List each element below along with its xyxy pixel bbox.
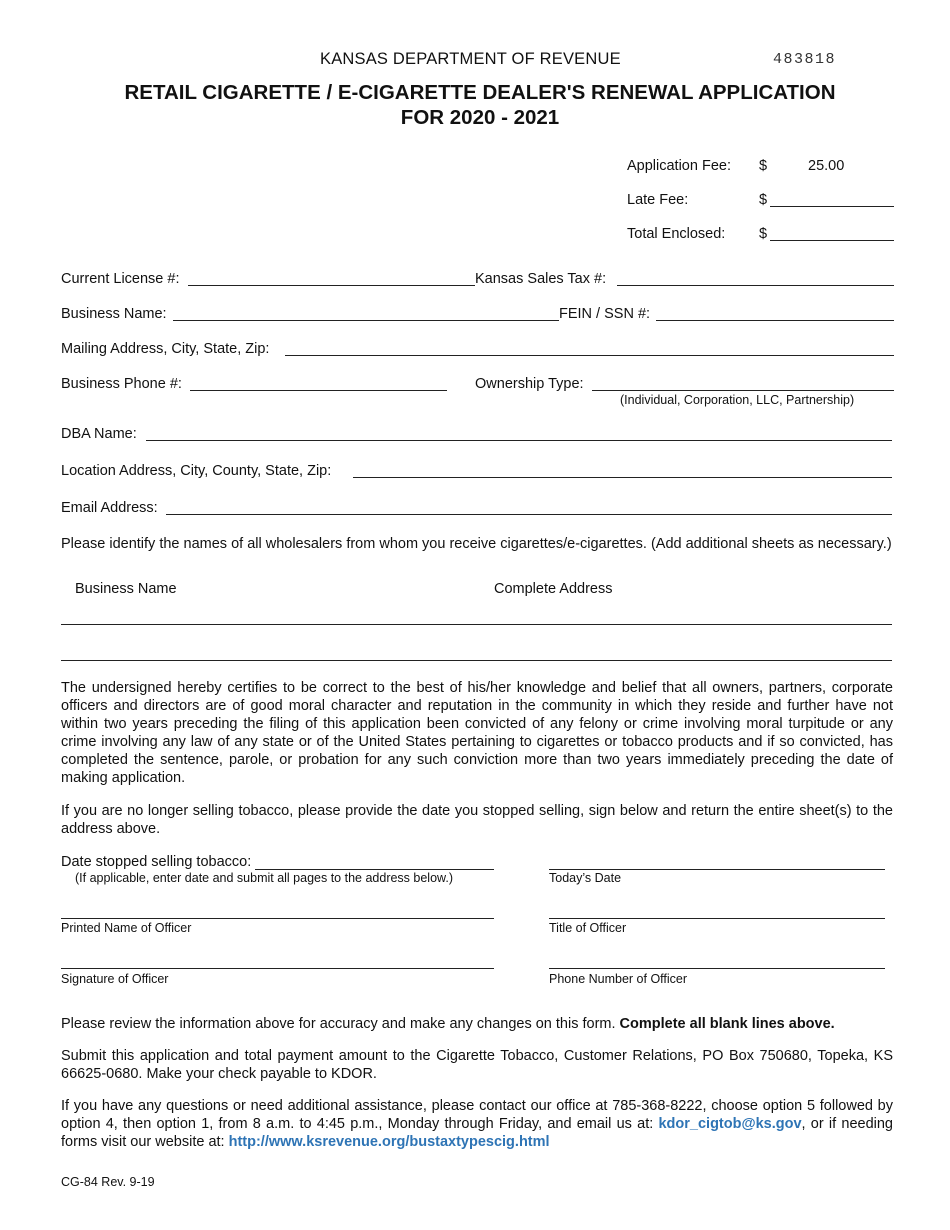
- dba-name-label: DBA Name:: [61, 426, 137, 442]
- wholesalers-instruction: Please identify the names of all wholesalers from whom you receive cigarettes/e-cigarettes. (Add additional sheets as necessary.): [61, 536, 892, 552]
- todays-date-field[interactable]: [549, 869, 885, 870]
- signature-field[interactable]: [61, 968, 494, 969]
- location-address-label: Location Address, City, County, State, Zip:: [61, 463, 332, 479]
- kansas-sales-tax-label: Kansas Sales Tax #:: [475, 271, 607, 287]
- business-name-field[interactable]: [173, 320, 559, 321]
- kansas-sales-tax-field[interactable]: [617, 285, 894, 286]
- current-license-field[interactable]: [188, 285, 475, 286]
- title-of-officer-field[interactable]: [549, 918, 885, 919]
- submit-instructions: Submit this application and total payment amount to the Cigarette Tobacco, Customer Relations, PO Box 750680, Topeka, KS 66625-0680. Make your check payable to KDOR.: [61, 1048, 893, 1082]
- review-notice: [61, 1015, 893, 1033]
- website-link[interactable]: http://www.ksrevenue.org/bustaxtypescig.html: [228, 1134, 550, 1150]
- review-bold: Complete all blank lines above.: [619, 1016, 835, 1032]
- business-phone-field[interactable]: [190, 390, 447, 391]
- printed-name-field[interactable]: [61, 918, 494, 919]
- location-address-field[interactable]: [353, 477, 892, 478]
- contact-text-2: , or if needing forms visit our website at:: [61, 1116, 893, 1150]
- form-number: 483818: [773, 51, 837, 68]
- form-subtitle: FOR 2020 - 2021: [400, 106, 560, 129]
- contact-text-1: If you have any questions or need additional assistance, please contact our office at 785-368-8222, choose option 5 followed by option 4, then option 1, from 8 a.m. to 4:45 p.m., Monday through Friday, and email us at:: [61, 1098, 893, 1132]
- department-name: KANSAS DEPARTMENT OF REVENUE: [320, 50, 621, 68]
- dba-name-field[interactable]: [146, 440, 892, 441]
- stopped-selling-note: If you are no longer selling tobacco, please provide the date you stopped selling, sign below and return the entire sheet(s) to the address above.: [61, 803, 893, 837]
- late-fee-currency: $: [759, 192, 768, 208]
- fein-ssn-label: FEIN / SSN #:: [559, 306, 651, 322]
- email-address-field[interactable]: [166, 514, 892, 515]
- email-address-label: Email Address:: [61, 500, 158, 516]
- total-enclosed-label: Total Enclosed:: [627, 226, 726, 242]
- wholesaler-entry-line-1[interactable]: [61, 624, 892, 625]
- business-phone-label: Business Phone #:: [61, 376, 182, 392]
- mailing-address-label: Mailing Address, City, State, Zip:: [61, 341, 270, 357]
- contact-info: [61, 1097, 893, 1151]
- current-license-label: Current License #:: [61, 271, 180, 287]
- review-text: Please review the information above for accuracy and make any changes on this form.: [61, 1016, 620, 1032]
- business-name-label: Business Name:: [61, 306, 167, 322]
- title-of-officer-label: Title of Officer: [549, 921, 627, 935]
- form-revision: CG-84 Rev. 9-19: [61, 1175, 155, 1189]
- ownership-type-field[interactable]: [592, 390, 894, 391]
- fein-ssn-field[interactable]: [656, 320, 894, 321]
- date-stopped-field[interactable]: [255, 869, 494, 870]
- wholesaler-address-header: Complete Address: [494, 581, 613, 597]
- application-fee-currency: $: [759, 158, 768, 174]
- late-fee-field[interactable]: [770, 206, 894, 207]
- printed-name-label: Printed Name of Officer: [61, 921, 192, 935]
- signature-label: Signature of Officer: [61, 972, 169, 986]
- ownership-type-hint: (Individual, Corporation, LLC, Partnership): [620, 393, 855, 407]
- form-title: RETAIL CIGARETTE / E-CIGARETTE DEALER'S RENEWAL APPLICATION: [124, 81, 836, 104]
- date-stopped-label: Date stopped selling tobacco:: [61, 854, 252, 870]
- phone-of-officer-field[interactable]: [549, 968, 885, 969]
- contact-email-link[interactable]: kdor_cigtob@ks.gov: [658, 1116, 802, 1132]
- mailing-address-field[interactable]: [285, 355, 894, 356]
- ownership-type-label: Ownership Type:: [475, 376, 584, 392]
- wholesaler-business-name-header: Business Name: [75, 581, 177, 597]
- application-fee-label: Application Fee:: [627, 158, 731, 174]
- total-enclosed-field[interactable]: [770, 240, 894, 241]
- wholesaler-entry-line-2[interactable]: [61, 660, 892, 661]
- total-enclosed-currency: $: [759, 226, 768, 242]
- date-stopped-hint: (If applicable, enter date and submit all pages to the address below.): [75, 871, 454, 885]
- late-fee-label: Late Fee:: [627, 192, 689, 208]
- application-fee-value: 25.00: [808, 158, 845, 174]
- certification-statement: The undersigned hereby certifies to be correct to the best of his/her knowledge and belief that all owners, partners, corporate officers and directors are of good moral character and reputation in the community in which they reside and further have not within two years preceding the filing of this application been convicted of any felony or crime involving moral turpitude or any crime involving any law of any state or of the United States pertaining to cigarettes or tobacco products and if so convicted, has completed the sentence, parole, or probation for any such conviction more than two years immediately preceding the date of making application.: [61, 680, 893, 786]
- todays-date-label: Today’s Date: [549, 871, 622, 885]
- phone-of-officer-label: Phone Number of Officer: [549, 972, 688, 986]
